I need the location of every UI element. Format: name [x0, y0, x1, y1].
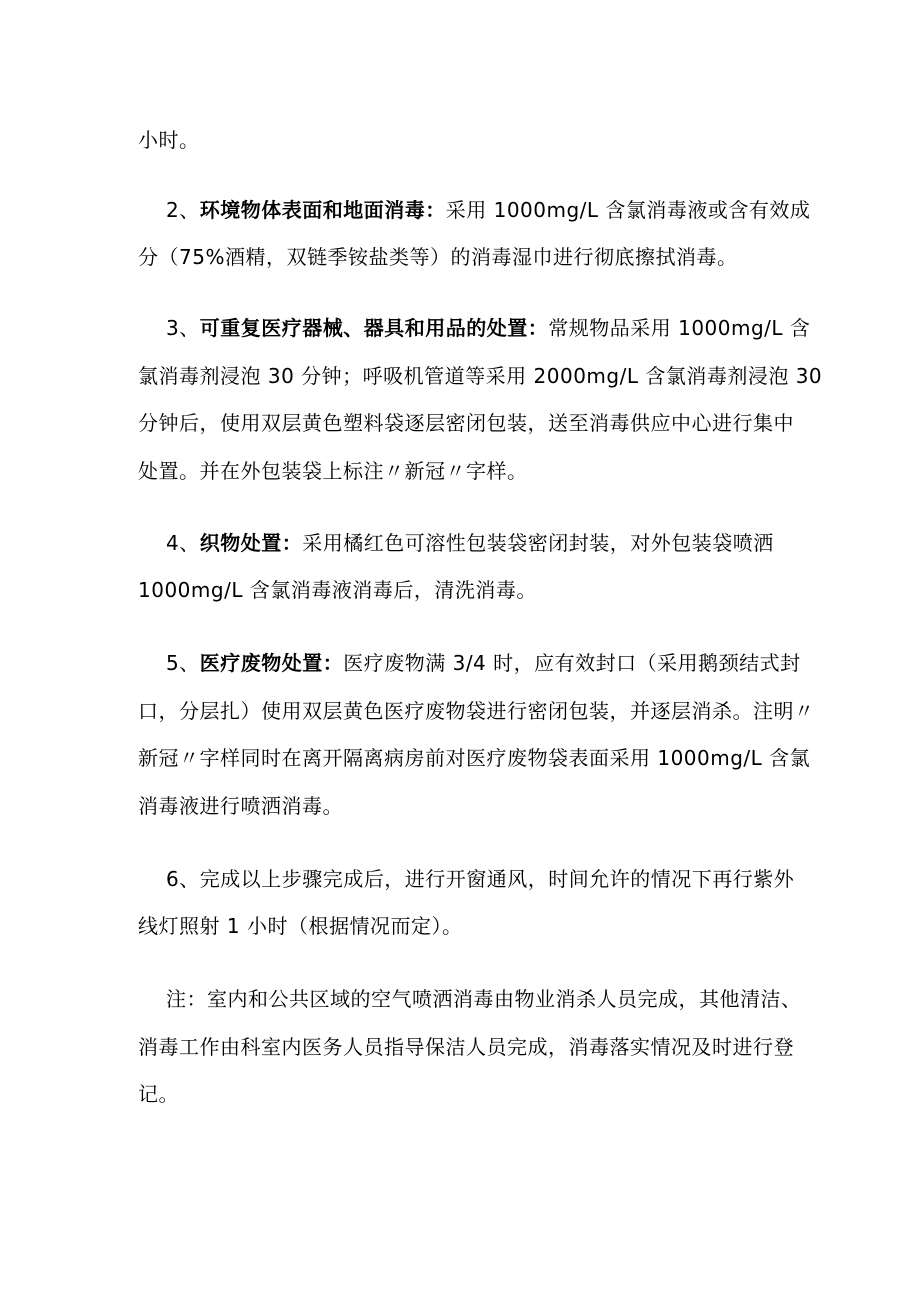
item-4-line: 1000mg/L 含氯消毒液消毒后，清洗消毒。	[138, 578, 537, 602]
item-3-first-line	[166, 316, 810, 340]
item-3-heading: 可重复医疗器械、器具和用品的处置：	[199, 316, 549, 340]
item-6-first-line	[166, 867, 794, 891]
item-6-text: 完成以上步骤完成后，进行开窗通风，时间允许的情况下再行紫外	[199, 867, 795, 891]
item-5-line: 消毒液进行喷洒消毒。	[138, 794, 343, 818]
note-first-line: 注：室内和公共区域的空气喷洒消毒由物业消杀人员完成，其他清洁、	[166, 987, 802, 1011]
item-4-first-line	[166, 531, 774, 555]
item-5-number: 5、	[166, 651, 200, 675]
item-5-line: 口，分层扎）使用双层黄色医疗废物袋进行密闭包装，并逐层消杀。注明〃	[138, 699, 815, 723]
note-line: 消毒工作由科室内医务人员指导保洁人员完成，消毒落实情况及时进行登	[138, 1035, 794, 1059]
item-4-number: 4、	[166, 531, 200, 555]
item-3-number: 3、	[166, 316, 200, 340]
item-2-first-line	[166, 198, 810, 222]
item-5-text: 医疗废物满 3/4 时，应有效封口（采用鹅颈结式封	[343, 651, 801, 675]
item-5-line: 新冠〃字样同时在离开隔离病房前对医疗废物袋表面采用 1000mg/L 含氯	[138, 746, 811, 770]
item-3-line: 分钟后，使用双层黄色塑料袋逐层密闭包装，送至消毒供应中心进行集中	[138, 411, 794, 435]
item-3-line: 氯消毒剂浸泡 30 分钟；呼吸机管道等采用 2000mg/L 含氯消毒剂浸泡 30	[138, 364, 823, 388]
item-4-text: 采用橘红色可溶性包装袋密闭封装，对外包装袋喷洒	[302, 531, 774, 555]
item-2-line: 分（75%酒精，双链季铵盐类等）的消毒湿巾进行彻底擦拭消毒。	[138, 245, 738, 269]
item-2-text: 采用 1000mg/L 含氯消毒液或含有效成	[445, 198, 811, 222]
item-4-heading: 织物处置：	[199, 531, 303, 555]
item-6-number: 6、	[166, 867, 200, 891]
item-2-number: 2、	[166, 198, 200, 222]
item-2-heading: 环境物体表面和地面消毒：	[199, 198, 446, 222]
item-3-text: 常规物品采用 1000mg/L 含	[548, 316, 811, 340]
item-5-first-line	[166, 651, 801, 675]
item-6-line: 线灯照射 1 小时（根据情况而定）。	[138, 914, 463, 938]
item-3-line: 处置。并在外包装袋上标注〃新冠〃字样。	[138, 459, 528, 483]
continuation-text: 小时。	[138, 128, 200, 152]
item-5-heading: 医疗废物处置：	[199, 651, 344, 675]
note-line: 记。	[138, 1082, 179, 1106]
